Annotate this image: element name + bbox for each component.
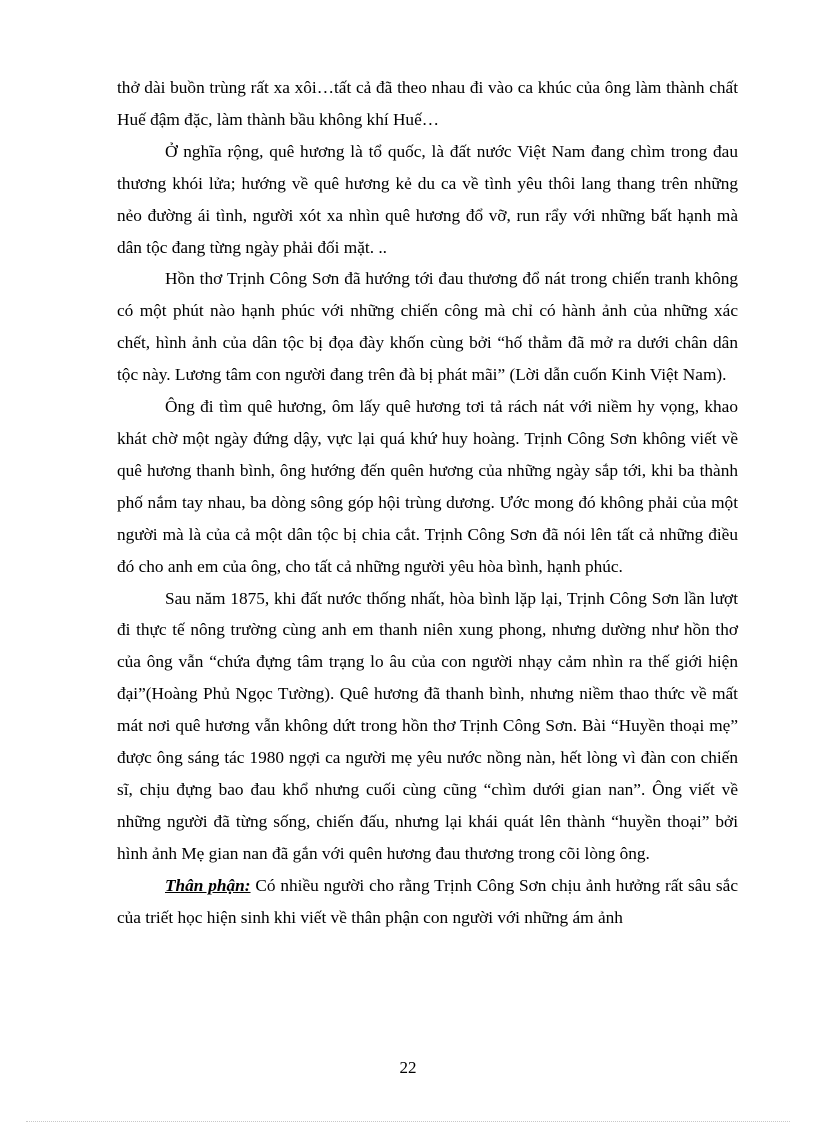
paragraph-homeland-broad-sense: Ở nghĩa rộng, quê hương là tổ quốc, là đất nước Việt Nam đang chìm trong đau thương khói lửa; hướng về quê hương kẻ du ca về tình yêu thôi lang thang trên những nẻo đường ái tình, người xót xa nhìn quê hương đổ vỡ, run rẩy với những bất hạnh mà dân tộc đang từng ngày phải đối mặt. .. xyxy=(117,141,738,257)
paragraph-continued: thở dài buồn trùng rất xa xôi…tất cả đã theo nhau đi vào ca khúc của ông làm thành chất Huế đậm đặc, làm thành bầu không khí Huế… xyxy=(117,78,738,129)
body-text xyxy=(117,72,738,933)
section-heading-than-phan: Thân phận: xyxy=(165,875,251,895)
paragraph-search-homeland: Ông đi tìm quê hương, ôm lấy quê hương tơi tả rách nát với niềm hy vọng, khao khát chờ một ngày đứng dậy, vực lại quá khứ huy hoàng. Trịnh Công Sơn không viết về quê hương thanh bình, ông hướng đến quên hương của những ngày sắp tới, khi ba thành phố nắm tay nhau, ba dòng sông góp hội trùng dương. Ước mong đó không phải của một người mà là của cả một dân tộc bị chia cắt. Trịnh Công Sơn đã nói lên tất cả những điều đó cho anh em của ông, cho tất cả những người yêu hòa bình, hạnh phúc. xyxy=(117,397,738,576)
paragraph-than-phan-text: Có nhiều người cho rằng Trịnh Công Sơn chịu ảnh hưởng rất sâu sắc của triết học hiện sinh khi viết về thân phận con người với những ám ảnh xyxy=(117,875,739,927)
page-number: 22 xyxy=(399,1058,417,1077)
page-bottom-divider xyxy=(26,1121,790,1122)
paragraph-than-phan xyxy=(117,870,738,934)
paragraph-war-suffering: Hồn thơ Trịnh Công Sơn đã hướng tới đau thương đổ nát trong chiến tranh không có một phút nào hạnh phúc với những chiến công mà chỉ có hành ảnh của những xác chết, hình ảnh của dân tộc bị đọa đày khốn cùng bởi “hố thẳm đã mở ra dưới chân dân tộc này. Lương tâm con người đang trên đà bị phát mãi” (Lời dẫn cuốn Kinh Việt Nam). xyxy=(117,269,738,385)
paragraph-after-1875: Sau năm 1875, khi đất nước thống nhất, hòa bình lặp lại, Trịnh Công Sơn lần lượt đi thực tế nông trường cùng anh em thanh niên xung phong, nhưng dường như hồn thơ của ông vẫn “chứa đựng tâm trạng lo âu của con người nhạy cảm nhìn ra thế giới hiện đại”(Hoàng Phủ Ngọc Tường). Quê hương đã thanh bình, nhưng niềm thao thức về mất mát nơi quê hương vẫn không dứt trong hồn thơ Trịnh Công Sơn. Bài “Huyền thoại mẹ” được ông sáng tác 1980 ngợi ca người mẹ yêu nước nồng nàn, hết lòng vì đàn con chiến sĩ, chịu đựng bao đau khổ nhưng cuối cùng cũng “chìm dưới gian nan”. Ông viết về những người đã từng sống, chiến đấu, nhưng lại khái quát lên thành “huyền thoại” bởi hình ảnh Mẹ gian nan đã gắn với quên hương đau thương trong cõi lòng ông. xyxy=(117,588,738,863)
